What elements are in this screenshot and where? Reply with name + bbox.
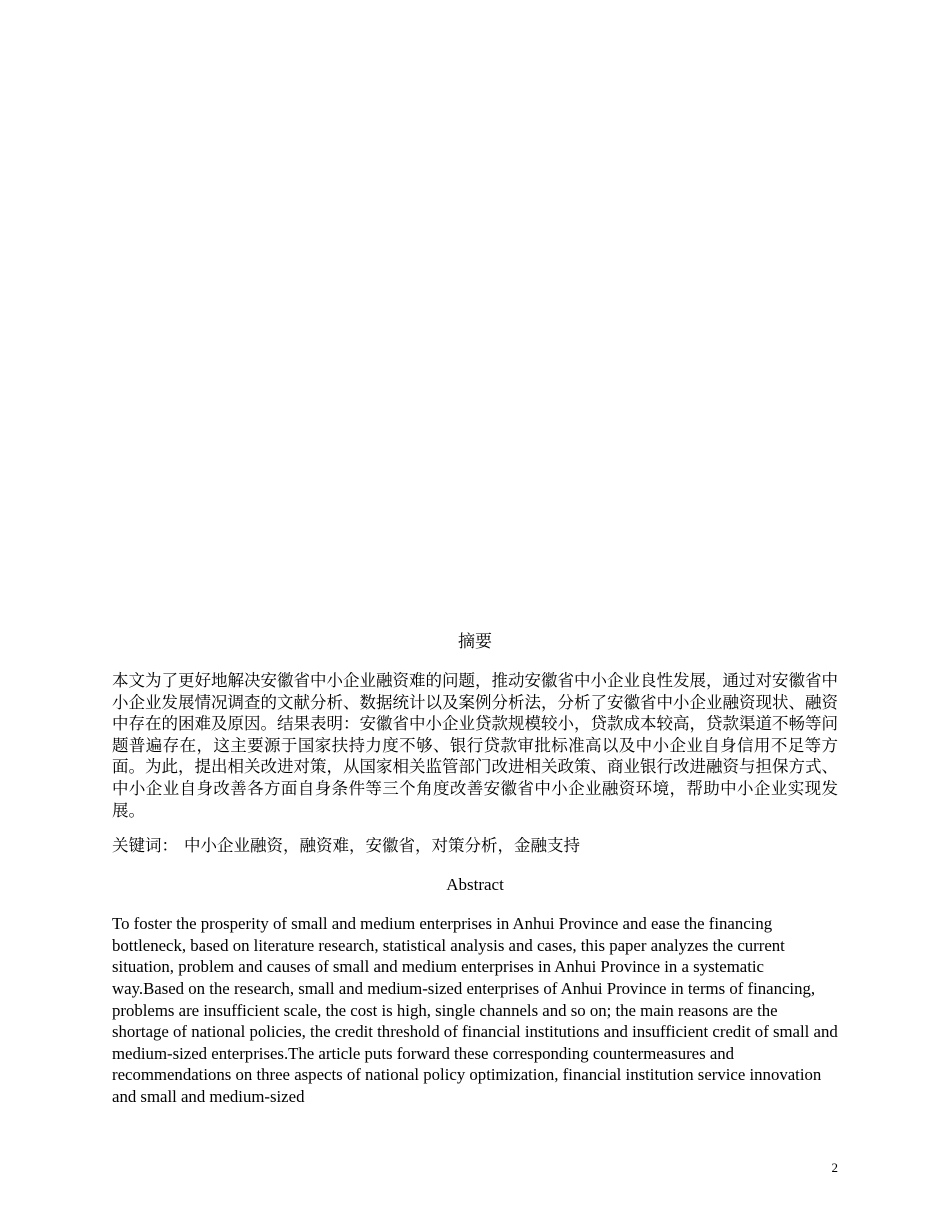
keywords-value: 中小企业融资，融资难，安徽省，对策分析，金融支持 <box>184 836 580 856</box>
english-abstract-paragraph: To foster the prosperity of small and medium enterprises in Anhui Province and ease the financing bottleneck, based on literature research, statistical analysis and cases, this paper analyzes the current situation, problem and causes of small and medium enterprises in Anhui Province in a systematic way.Based on the research, small and medium-sized enterprises of Anhui Province in terms of financing, problems are insufficient scale, the cost is high, single channels and so on; the main reasons are the shortage of national policies, the credit threshold of financial institutions and insufficient credit of small and medium-sized enterprises.The article puts forward these corresponding countermeasures and recommendations on three aspects of national policy optimization, financial institution service innovation and small and medium-sized <box>112 914 838 1106</box>
english-abstract-title: Abstract <box>446 875 504 895</box>
page-number: 2 <box>831 1160 838 1175</box>
chinese-abstract-title: 摘要 <box>458 632 492 652</box>
keywords-label: 关键词： <box>112 836 178 856</box>
keywords-line <box>112 835 838 857</box>
page-content <box>112 630 838 1108</box>
chinese-abstract-paragraph: 本文为了更好地解决安徽省中小企业融资难的问题，推动安徽省中小企业良性发展，通过对安徽省中小企业发展情况调查的文献分析、数据统计以及案例分析法，分析了安徽省中小企业融资现状、融资中存在的困难及原因。结果表明：安徽省中小企业贷款规模较小，贷款成本较高，贷款渠道不畅等问题普遍存在，这主要源于国家扶持力度不够、银行贷款审批标准高以及中小企业自身信用不足等方面。为此，提出相关改进对策，从国家相关监管部门改进相关政策、商业银行改进融资与担保方式、中小企业自身改善各方面自身条件等三个角度改善安徽省中小企业融资环境，帮助中小企业实现发展。 <box>112 671 838 820</box>
